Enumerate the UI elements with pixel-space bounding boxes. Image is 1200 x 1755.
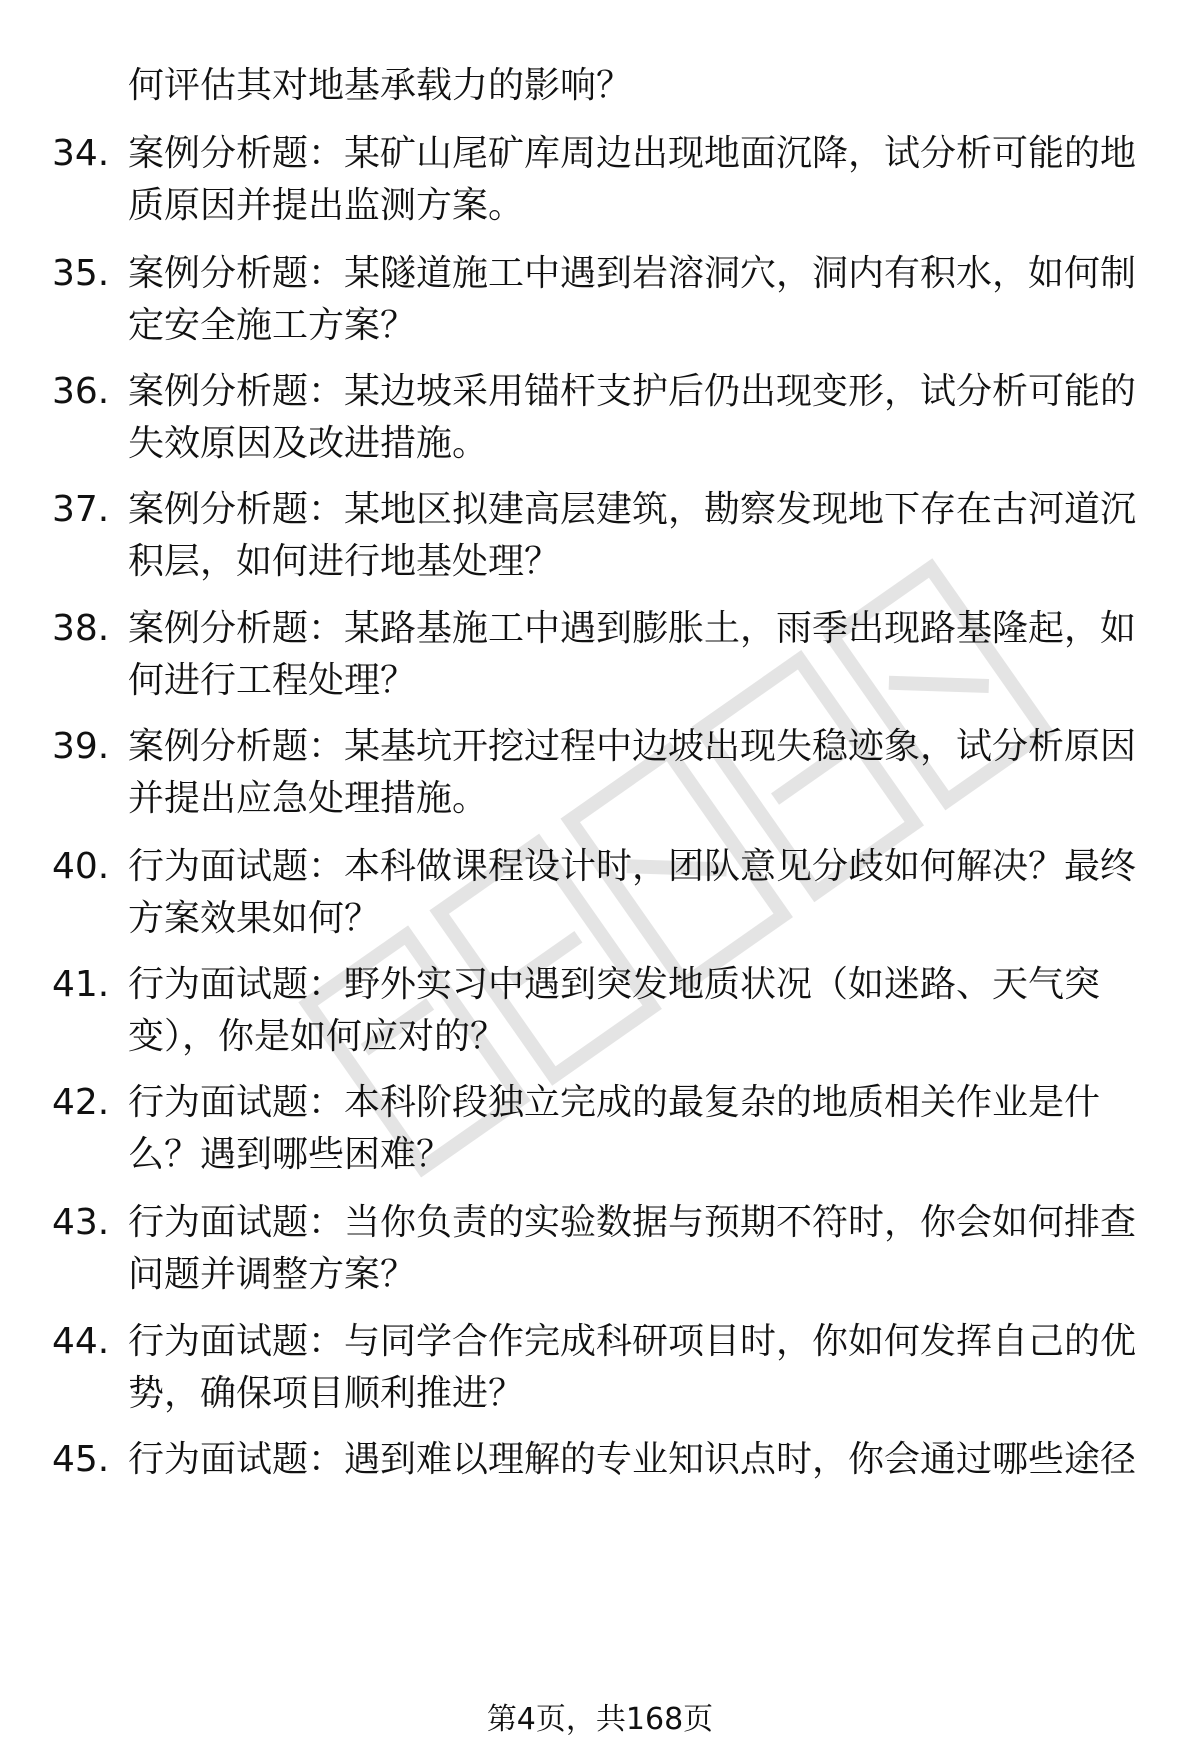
question-item: [52, 841, 1152, 945]
question-text: 行为面试题：当你负责的实验数据与预期不符时，你会如何排查问题并调整方案？: [128, 1202, 1137, 1295]
question-text: 行为面试题：与同学合作完成科研项目时，你如何发挥自己的优势，确保项目顺利推进？: [128, 1321, 1137, 1414]
question-text: 行为面试题：本科阶段独立完成的最复杂的地质相关作业是什么？遇到哪些困难？: [128, 1082, 1101, 1175]
question-item: [52, 128, 1152, 232]
question-number: 41.: [52, 964, 110, 1005]
question-item: [52, 721, 1152, 825]
question-text: 案例分析题：某边坡采用锚杆支护后仍出现变形，试分析可能的失效原因及改进措施。: [128, 371, 1137, 464]
question-number: 44.: [52, 1321, 110, 1362]
question-item: [52, 1434, 1152, 1486]
question-number: 36.: [52, 371, 110, 412]
question-item: [52, 959, 1152, 1063]
continued-text: 何评估其对地基承载力的影响？: [128, 65, 633, 106]
question-text: 案例分析题：某地区拟建高层建筑，勘察发现地下存在古河道沉积层，如何进行地基处理？: [128, 489, 1137, 582]
question-text: 案例分析题：某隧道施工中遇到岩溶洞穴，洞内有积水，如何制定安全施工方案？: [128, 253, 1137, 346]
question-text: 行为面试题：遇到难以理解的专业知识点时，你会通过哪些途径: [128, 1439, 1137, 1480]
question-number: 38.: [52, 608, 110, 649]
question-number: 45.: [52, 1439, 110, 1480]
question-item: [52, 603, 1152, 707]
page-footer: 第4页，共168页: [486, 1702, 714, 1737]
question-number: 37.: [52, 489, 110, 530]
question-text: 行为面试题：本科做课程设计时，团队意见分歧如何解决？最终方案效果如何？: [128, 846, 1137, 939]
question-number: 39.: [52, 726, 110, 767]
question-item: [52, 484, 1152, 588]
question-item: [52, 1077, 1152, 1181]
question-item: [52, 1316, 1152, 1420]
question-text: 案例分析题：某矿山尾矿库周边出现地面沉降，试分析可能的地质原因并提出监测方案。: [128, 133, 1137, 226]
question-number: 40.: [52, 846, 110, 887]
question-number: 34.: [52, 133, 110, 174]
question-number: 43.: [52, 1202, 110, 1243]
question-item: [52, 366, 1152, 470]
question-number: 42.: [52, 1082, 110, 1123]
question-item: [52, 1197, 1152, 1301]
question-text: 案例分析题：某路基施工中遇到膨胀土，雨季出现路基隆起，如何进行工程处理？: [128, 608, 1137, 701]
question-number: 35.: [52, 253, 110, 294]
question-item: [52, 248, 1152, 352]
question-text: 案例分析题：某基坑开挖过程中边坡出现失稳迹象，试分析原因并提出应急处理措施。: [128, 726, 1137, 819]
question-text: 行为面试题：野外实习中遇到突发地质状况（如迷路、天气突变），你是如何应对的？: [128, 964, 1101, 1057]
